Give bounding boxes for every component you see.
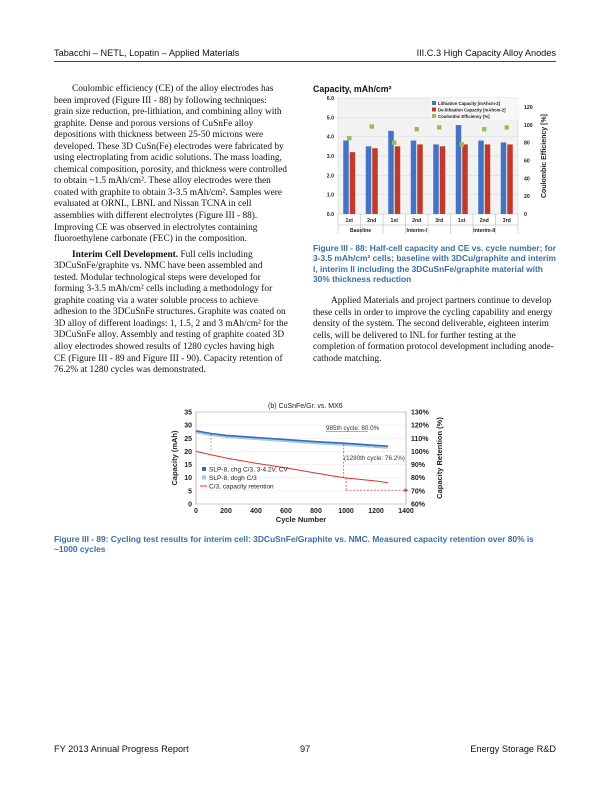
y2-tick-label: 0 bbox=[524, 212, 527, 218]
annotation-985: 985th cycle: 80.0% bbox=[326, 425, 380, 432]
x-tick-label: 800 bbox=[310, 508, 322, 515]
y2-tick-label: 120 bbox=[524, 104, 533, 111]
bar-delithiation bbox=[395, 146, 401, 214]
right-column bbox=[313, 296, 558, 365]
y-tick-label: 20 bbox=[184, 448, 192, 456]
y2-tick-label: 110% bbox=[411, 435, 429, 443]
legend-label: C/3, capacity retention bbox=[209, 483, 274, 491]
y-tick-label: 2.0 bbox=[326, 173, 334, 180]
y-tick-label: 0.0 bbox=[326, 212, 334, 218]
paragraph-applied-materials: Applied Materials and project partners continue to develop these cells in order to improve the cycling capability and energy density of the system. The second deliverable, eighteen interim cells, will be delivered to INL for further testing at the completion of formation protocol development including anode-cathode matching. bbox=[313, 296, 554, 364]
arrow-head-icon bbox=[405, 488, 409, 492]
y-tick-label: 6.0 bbox=[326, 96, 334, 102]
bar-delithiation bbox=[440, 146, 446, 214]
y2-tick-label: 120% bbox=[411, 422, 429, 430]
paragraph-body: Full cells including 3DCuSnFe/graphite vs. NMC have been assembled and tested. Modular technological steps were developed for forming 3-3.5 mAh/cm² cells including a methodology for graphite coating via a water soluble process to achieve adhesion to the 3DCuSnFe structures. Graphite was coated on 3D alloy of different loadings: 1, 1.5, 2 and 3 mAh/cm² for the 3DCuSnFe alloy. Assembly and testing of graphite coated 3D alloy electrodes showed results of 1280 cycles having high CE (Figure III - 89 and Figure III - 90). Capacity retention of 76.2% at 1280 cycles was demonstrated. bbox=[54, 249, 288, 376]
x-tick-label: 200 bbox=[220, 508, 232, 515]
y-tick-label: 15 bbox=[184, 462, 192, 470]
group-label: Baseline bbox=[349, 228, 372, 234]
y2-tick-label: 100% bbox=[411, 448, 429, 456]
x-tick-label: 1st bbox=[458, 218, 466, 224]
paragraph-interim-cell bbox=[54, 250, 288, 377]
y-tick-label: 4.0 bbox=[326, 134, 334, 141]
x-tick-label: 1400 bbox=[398, 508, 414, 515]
x-tick-label: 3rd bbox=[502, 218, 511, 224]
legend-swatch bbox=[432, 108, 436, 112]
x-tick-label: 1200 bbox=[368, 508, 384, 515]
bar-delithiation bbox=[417, 144, 423, 214]
legend-label: SLP-8, chg C/3, 3-4.2V, CV bbox=[209, 466, 288, 474]
legend-label: SLP-8, dcgh C/3 bbox=[209, 475, 257, 482]
bar-lithiation bbox=[433, 144, 439, 214]
ce-marker bbox=[392, 140, 396, 144]
y2-tick-label: 60% bbox=[411, 501, 426, 509]
ce-marker bbox=[460, 142, 464, 146]
y-tick-label: 1.0 bbox=[326, 192, 334, 199]
bar-lithiation bbox=[456, 125, 462, 214]
ce-marker bbox=[370, 124, 374, 128]
y2-tick-label: 40 bbox=[524, 176, 530, 183]
group-label: Interim-I bbox=[406, 228, 427, 234]
figure-88-chart bbox=[312, 96, 558, 236]
y2-tick-label: 20 bbox=[524, 194, 530, 201]
ce-marker bbox=[505, 125, 509, 129]
y-tick-label: 5.0 bbox=[326, 115, 334, 122]
legend-marker-discharge bbox=[202, 476, 206, 480]
legend-label: Lithiation Capacity [mAhcm-2] bbox=[438, 100, 501, 106]
x-tick-label: 400 bbox=[250, 508, 262, 515]
ce-marker bbox=[437, 125, 441, 129]
annotation-1280: (1280th cycle: 76.2%) bbox=[344, 455, 405, 462]
ce-marker bbox=[415, 127, 419, 131]
footer-left: FY 2013 Annual Progress Report bbox=[54, 744, 189, 754]
y2-tick-label: 60 bbox=[524, 158, 530, 165]
bar-lithiation bbox=[366, 146, 372, 214]
paragraph-heading: Interim Cell Development. bbox=[72, 249, 179, 260]
bar-lithiation bbox=[411, 141, 417, 214]
legend-swatch bbox=[432, 114, 436, 118]
y-tick-label: 5 bbox=[188, 488, 192, 496]
bar-delithiation bbox=[507, 144, 513, 214]
bar-delithiation bbox=[350, 152, 356, 214]
y2-tick-label: 70% bbox=[411, 488, 426, 496]
x-tick-label: 2nd bbox=[412, 218, 422, 224]
left-column bbox=[54, 84, 288, 377]
header-divider bbox=[54, 61, 556, 62]
figure-89-caption: Figure III - 89: Cycling test results for interim cell: 3DCuSnFe/Graphite vs. NMC. Measured capacity retention over 80% is ~1000 cycles bbox=[54, 534, 534, 555]
y-tick-label: 10 bbox=[184, 475, 192, 483]
y2-axis-title: Capacity Retention (%) bbox=[435, 417, 444, 499]
bar-delithiation bbox=[485, 144, 491, 214]
bar-delithiation bbox=[372, 148, 378, 214]
page-number: 97 bbox=[300, 744, 311, 754]
bar-delithiation bbox=[462, 144, 468, 214]
x-axis-title: Cycle Number bbox=[275, 515, 327, 524]
y-tick-label: 0 bbox=[188, 501, 192, 509]
x-tick-label: 2nd bbox=[367, 218, 377, 224]
y2-tick-label: 80 bbox=[524, 140, 530, 147]
y-axis-title: Capacity (mAh) bbox=[170, 430, 179, 486]
footer-right: Energy Storage R&D bbox=[470, 744, 556, 754]
x-tick-label: 0 bbox=[194, 508, 198, 515]
bar-lithiation bbox=[501, 142, 507, 214]
figure-88-title: Capacity, mAh/cm² bbox=[313, 84, 392, 94]
y-tick-label: 30 bbox=[184, 422, 192, 430]
legend-label: De-lithiation Capacity [mAhcm-2] bbox=[438, 107, 506, 113]
x-tick-label: 1st bbox=[390, 218, 398, 224]
x-tick-label: 1st bbox=[345, 218, 353, 224]
y2-tick-label: 80% bbox=[411, 475, 426, 483]
legend-swatch bbox=[432, 101, 436, 105]
legend-label: Coulombic Efficiency [%] bbox=[438, 113, 490, 119]
bar-lithiation bbox=[343, 141, 349, 214]
y2-axis-title: Coulombic Efficiency [%] bbox=[541, 113, 548, 199]
figure-89-chart bbox=[168, 400, 504, 530]
figure-88-caption: Figure III - 88: Half-cell capacity and CE vs. cycle number; for 3-3.5 mAh/cm² cells; baseline with 3DCu/graphite and interim I, interim II including the 3DCuSnFe/graphite material with 30% thickness reduction bbox=[313, 243, 556, 284]
x-tick-label: 600 bbox=[280, 508, 292, 515]
y-tick-label: 35 bbox=[184, 409, 192, 417]
y2-tick-label: 130% bbox=[411, 409, 429, 417]
paragraph-ce: Coulombic efficiency (CE) of the alloy electrodes has been improved (Figure III - 88) by following techniques: grain size reduction, pre-lithiation, and combining alloy with graphite. Dense and porous versions of CuSnFe alloy depositions with thickness between 25-50 microns were developed. These 3D CuSn(Fe) electrodes were fabricated by using electroplating from acidic solutions. The mass loading, chemical composition, porosity, and thickness were controlled to obtain ~1.5 mAh/cm². These alloy electrodes were then coated with graphite to obtain 3-3.5 mAh/cm². Samples were evaluated at ORNL, LBNL and Nissan TCNA in cell assemblies with different electrolytes (Figure III - 88). Improving CE was observed in electrolytes containing fluoroethylene carbonate (FEC) in the composition. bbox=[54, 84, 287, 245]
x-tick-label: 3rd bbox=[435, 218, 444, 224]
running-header-right: III.C.3 High Capacity Alloy Anodes bbox=[416, 48, 556, 58]
y-tick-label: 25 bbox=[184, 435, 192, 443]
y2-tick-label: 90% bbox=[411, 462, 426, 470]
bar-lithiation bbox=[478, 141, 484, 214]
x-tick-label: 1000 bbox=[338, 508, 354, 515]
figure-89-subtitle: (b) CuSnFe/Gr. vs. MX6 bbox=[268, 403, 343, 410]
y-tick-label: 3.0 bbox=[326, 154, 334, 160]
y2-tick-label: 100 bbox=[524, 122, 533, 129]
legend-marker-charge bbox=[202, 467, 206, 471]
running-header-left: Tabacchi – NETL, Lopatin – Applied Materials bbox=[54, 48, 240, 58]
ce-marker bbox=[482, 127, 486, 131]
ce-marker bbox=[347, 136, 351, 140]
x-tick-label: 2nd bbox=[479, 218, 489, 224]
group-label: Interim-II bbox=[473, 228, 496, 234]
